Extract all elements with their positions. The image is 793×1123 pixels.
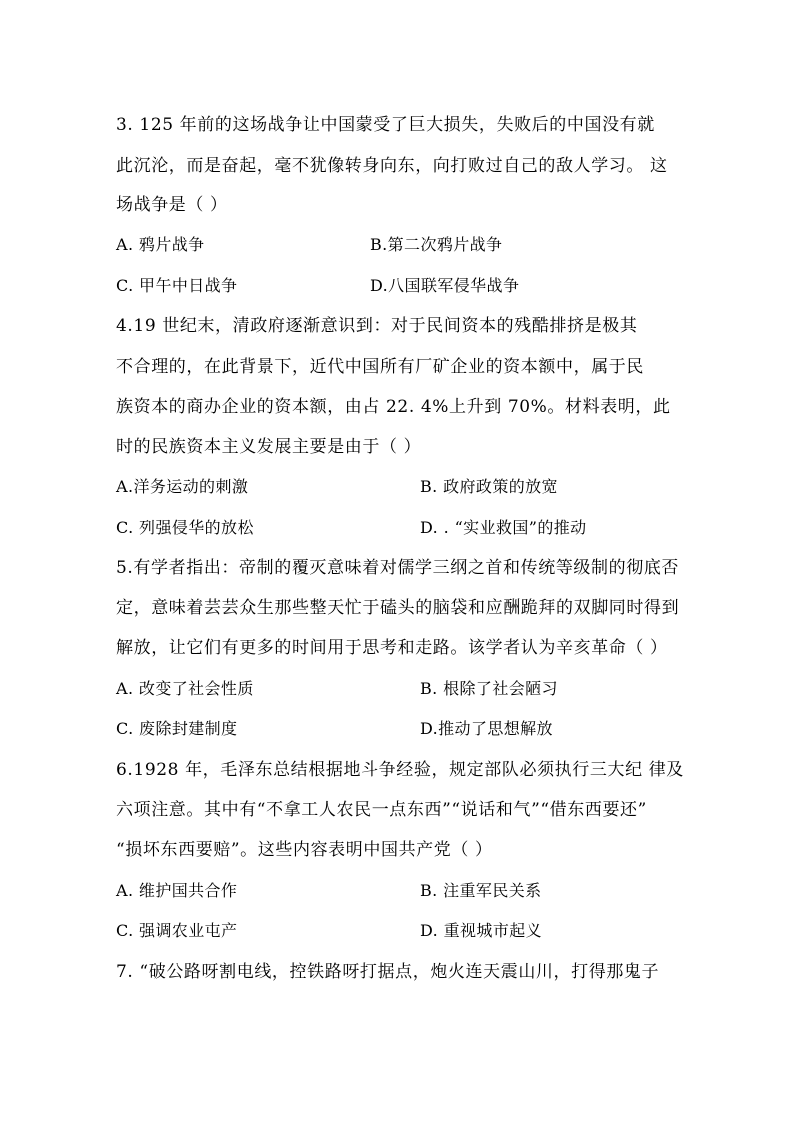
q3-stem-line-1: 3. 125 年前的这场战争让中国蒙受了巨大损失，失败后的中国没有就	[116, 115, 655, 135]
q6-option-b: B. 注重军民关系	[420, 881, 542, 900]
q4-stem-line-1: 4.19 世纪末，清政府逐渐意识到：对于民间资本的残酷排挤是极其	[116, 316, 638, 336]
q4-stem-line-3: 族资本的商办企业的资本额，由占 22. 4%上升到 70%。材料表明，此	[116, 397, 671, 417]
q4-option-b: B. 政府政策的放宽	[420, 477, 558, 496]
q3-option-a: A. 鸦片战争	[116, 235, 205, 254]
q3-option-c: C. 甲午中日战争	[116, 276, 238, 295]
q4-option-a: A.洋务运动的刺激	[116, 477, 249, 496]
q5-option-d: D.推动了思想解放	[420, 719, 553, 738]
q5-option-a: A. 改变了社会性质	[116, 679, 254, 698]
q5-stem-line-2: 定，意味着芸芸众生那些整天忙于磕头的脑袋和应酬跪拜的双脚同时得到	[116, 598, 680, 618]
q3-stem-line-2: 此沉沦，而是奋起，毫不犹像转身向东，向打败过自己的敌人学习。 这	[116, 156, 668, 176]
q7-stem-line-1: 7. “破公路呀割电线，控铁路呀打据点，炮火连天震山川，打得那鬼子	[116, 962, 660, 982]
q3-option-b: B.第二次鸦片战争	[370, 235, 503, 254]
q4-option-d: D. . “实业救国”的推动	[420, 518, 587, 537]
q6-stem-line-2: 六项注意。其中有“不拿工人农民一点东西”“说话和气”“借东西要还”	[116, 800, 647, 820]
q5-stem-line-3: 解放，让它们有更多的时间用于思考和走路。该学者认为辛亥革命（ ）	[116, 638, 668, 658]
q6-option-a: A. 维护国共合作	[116, 881, 238, 900]
q4-option-c: C. 列强侵华的放松	[116, 518, 254, 537]
q6-option-c: C. 强调农业屯产	[116, 921, 238, 940]
q5-option-b: B. 根除了社会陋习	[420, 679, 558, 698]
q5-stem-line-1: 5.有学者指出：帝制的覆灭意味着对儒学三纲之首和传统等级制的彻底否	[116, 558, 680, 578]
q4-stem-line-2: 不合理的，在此背景下，近代中国所有厂矿企业的资本额中，属于民	[116, 357, 644, 377]
q3-option-d: D.八国联军侵华战争	[370, 276, 520, 295]
q4-stem-line-4: 时的民族资本主义发展主要是由于（ ）	[116, 437, 422, 457]
q3-stem-line-3: 场战争是（ ）	[116, 195, 228, 215]
q6-option-d: D. 重视城市起义	[420, 921, 543, 940]
q6-stem-line-3: “损坏东西要赔”。这些内容表明中国共产党（ ）	[116, 840, 493, 860]
q6-stem-line-1: 6.1928 年，毛泽东总结根据地斗争经验，规定部队必须执行三大纪 律及	[116, 760, 684, 780]
q5-option-c: C. 废除封建制度	[116, 719, 238, 738]
